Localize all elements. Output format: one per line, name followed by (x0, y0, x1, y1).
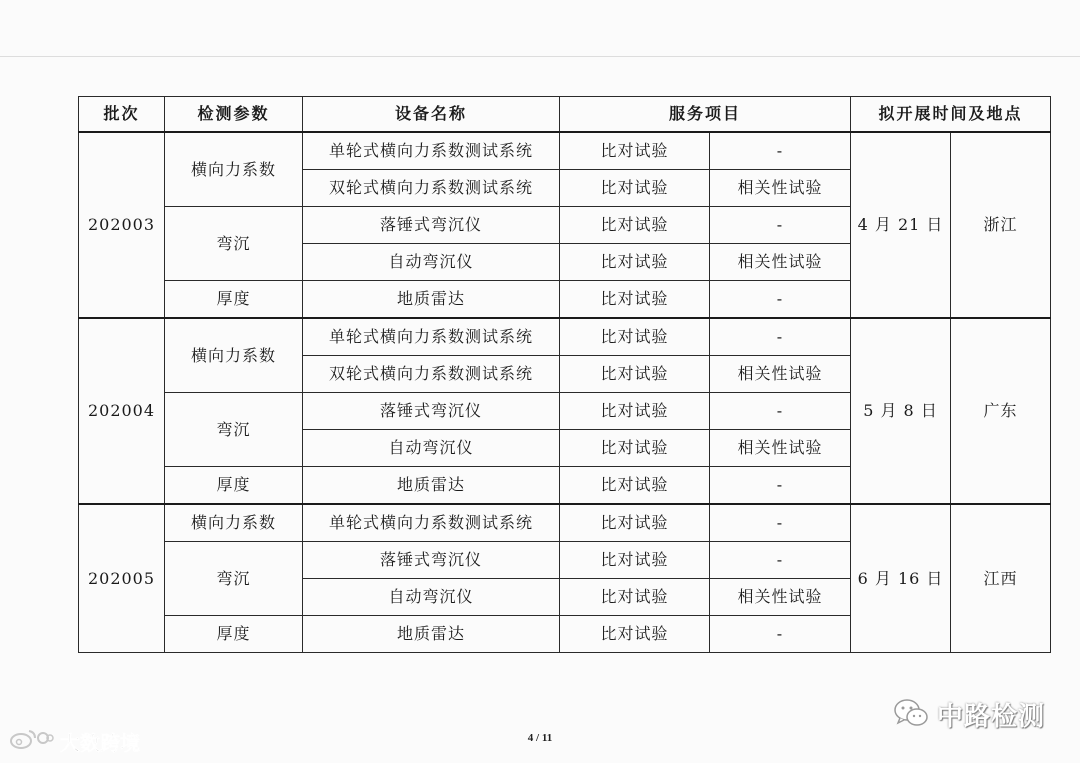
device-cell: 单轮式横向力系数测试系统 (303, 318, 560, 356)
header-row (79, 97, 1051, 133)
parameter-cell: 厚度 (165, 281, 303, 319)
service-primary-cell: 比对试验 (560, 579, 710, 616)
service-secondary-cell: 相关性试验 (710, 170, 851, 207)
batch-cell: 202004 (79, 318, 165, 504)
table-row (79, 132, 1051, 170)
parameter-cell: 厚度 (165, 616, 303, 653)
service-secondary-cell: 相关性试验 (710, 579, 851, 616)
service-secondary-cell: - (710, 504, 851, 542)
batch-group (79, 132, 1051, 318)
batch-group (79, 318, 1051, 504)
device-cell: 单轮式横向力系数测试系统 (303, 504, 560, 542)
parameter-cell: 弯沉 (165, 542, 303, 616)
parameter-cell: 横向力系数 (165, 318, 303, 393)
table-header (79, 97, 1051, 133)
device-cell: 落锤式弯沉仪 (303, 393, 560, 430)
header-time-place: 拟开展时间及地点 (851, 97, 1051, 133)
service-secondary-cell: - (710, 281, 851, 319)
device-cell: 落锤式弯沉仪 (303, 542, 560, 579)
service-primary-cell: 比对试验 (560, 542, 710, 579)
header-parameter: 检测参数 (165, 97, 303, 133)
service-primary-cell: 比对试验 (560, 467, 710, 505)
date-cell: 5 月 8 日 (851, 318, 951, 504)
device-cell: 自动弯沉仪 (303, 579, 560, 616)
service-primary-cell: 比对试验 (560, 207, 710, 244)
device-cell: 自动弯沉仪 (303, 244, 560, 281)
parameter-cell: 弯沉 (165, 393, 303, 467)
place-cell: 广东 (951, 318, 1051, 504)
date-cell: 4 月 21 日 (851, 132, 951, 318)
header-device: 设备名称 (303, 97, 560, 133)
device-cell: 单轮式横向力系数测试系统 (303, 132, 560, 170)
batch-cell: 202005 (79, 504, 165, 653)
service-primary-cell: 比对试验 (560, 430, 710, 467)
service-secondary-cell: - (710, 318, 851, 356)
date-cell: 6 月 16 日 (851, 504, 951, 653)
header-service: 服务项目 (560, 97, 851, 133)
service-secondary-cell: - (710, 616, 851, 653)
service-secondary-cell: - (710, 207, 851, 244)
service-primary-cell: 比对试验 (560, 132, 710, 170)
service-primary-cell: 比对试验 (560, 616, 710, 653)
device-cell: 地质雷达 (303, 467, 560, 505)
device-cell: 自动弯沉仪 (303, 430, 560, 467)
watermark-right (893, 696, 1045, 733)
schedule-table (78, 96, 1051, 653)
service-secondary-cell: - (710, 393, 851, 430)
place-cell: 浙江 (951, 132, 1051, 318)
batch-cell: 202003 (79, 132, 165, 318)
parameter-cell: 横向力系数 (165, 132, 303, 207)
weibo-logo-icon (8, 726, 54, 756)
watermark-left-text: 大数跨境 (60, 730, 140, 755)
service-primary-cell: 比对试验 (560, 504, 710, 542)
table-row (79, 318, 1051, 356)
scan-edge-line (0, 56, 1080, 57)
service-secondary-cell: - (710, 467, 851, 505)
page-number: 4 / 11 (527, 732, 553, 744)
batch-group (79, 504, 1051, 653)
device-cell: 双轮式横向力系数测试系统 (303, 170, 560, 207)
parameter-cell: 横向力系数 (165, 504, 303, 542)
service-primary-cell: 比对试验 (560, 393, 710, 430)
service-secondary-cell: - (710, 132, 851, 170)
service-secondary-cell: 相关性试验 (710, 244, 851, 281)
service-secondary-cell: 相关性试验 (710, 356, 851, 393)
device-cell: 地质雷达 (303, 281, 560, 319)
service-primary-cell: 比对试验 (560, 281, 710, 319)
device-cell: 落锤式弯沉仪 (303, 207, 560, 244)
service-secondary-cell: 相关性试验 (710, 430, 851, 467)
wechat-logo-icon (893, 698, 929, 732)
device-cell: 双轮式横向力系数测试系统 (303, 356, 560, 393)
header-batch: 批次 (79, 97, 165, 133)
service-primary-cell: 比对试验 (560, 170, 710, 207)
parameter-cell: 弯沉 (165, 207, 303, 281)
watermark-right-text: 中路检测 (937, 702, 1046, 732)
service-primary-cell: 比对试验 (560, 356, 710, 393)
service-secondary-cell: - (710, 542, 851, 579)
service-primary-cell: 比对试验 (560, 318, 710, 356)
parameter-cell: 厚度 (165, 467, 303, 505)
watermark-left (8, 726, 140, 756)
service-primary-cell: 比对试验 (560, 244, 710, 281)
table-row (79, 504, 1051, 542)
place-cell: 江西 (951, 504, 1051, 653)
device-cell: 地质雷达 (303, 616, 560, 653)
